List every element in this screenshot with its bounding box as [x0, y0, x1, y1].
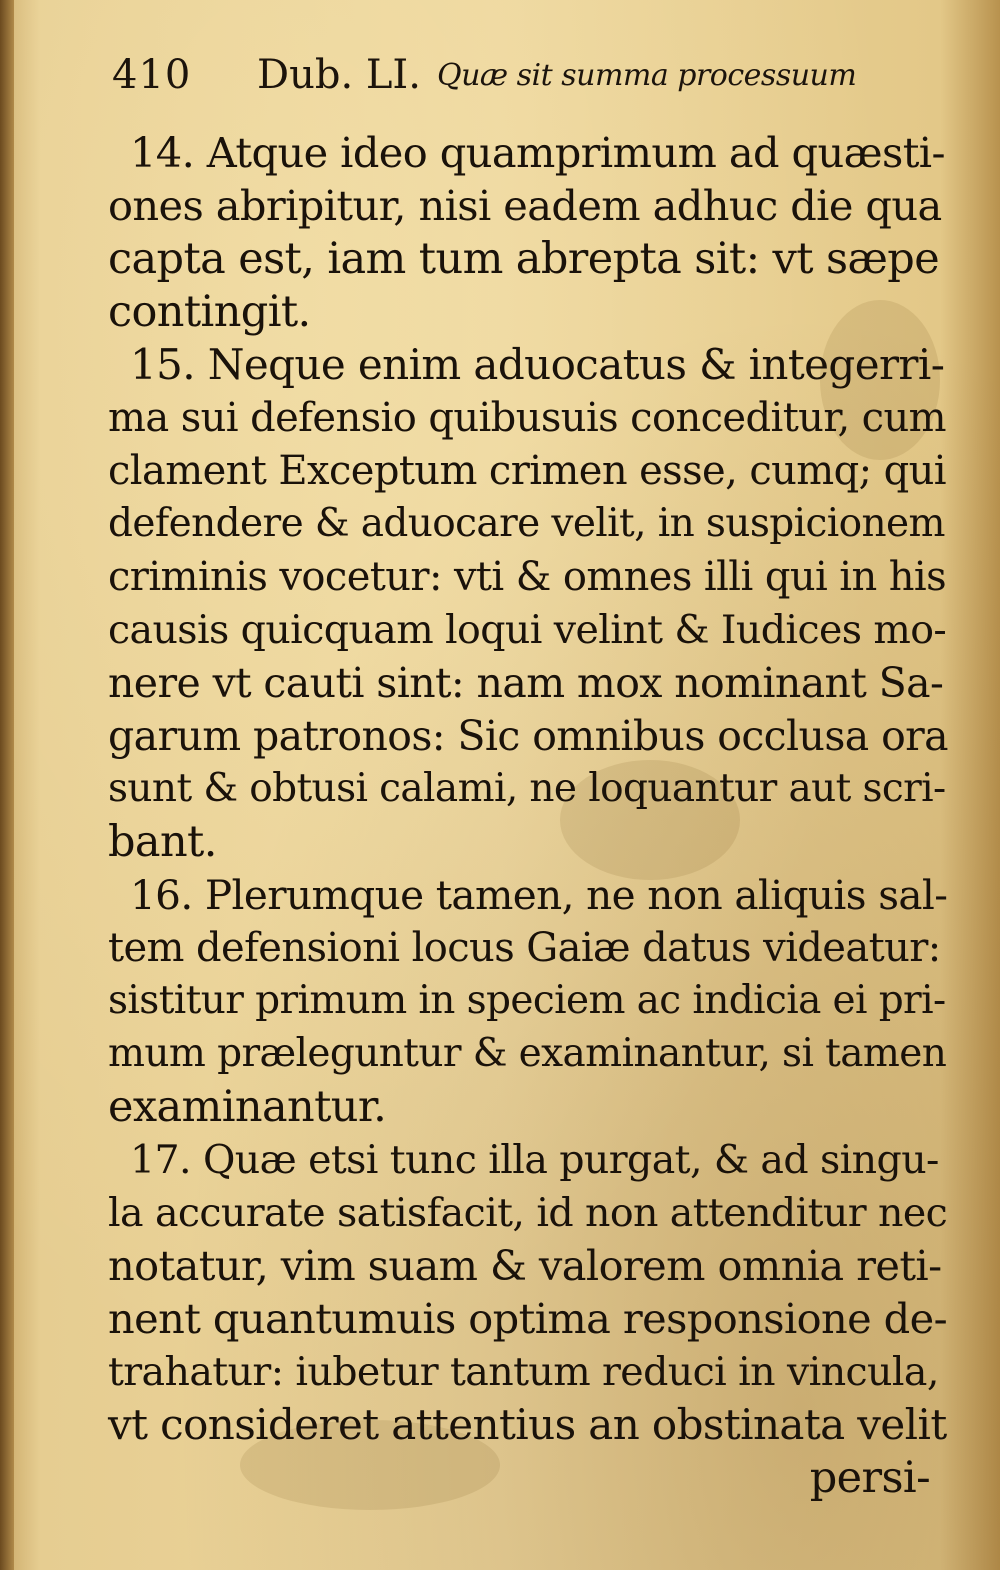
text-line: bant.: [108, 817, 217, 867]
text-line: defendere & aduocare velit, in suspicionem: [108, 501, 945, 546]
text-line: ones abripitur, nisi eadem adhuc die qua: [108, 181, 942, 230]
text-line: la accurate satisfacit, id non attenditur nec: [108, 1190, 948, 1236]
text-line: nere vt cauti sint: nam mox nominant Sa-: [108, 659, 944, 707]
text-line: criminis vocetur: vti & omnes illi qui in his: [108, 554, 947, 600]
text-line: 15. Neque enim aduocatus & integerri-: [130, 340, 945, 389]
dubium-label: Dub. LI.: [257, 52, 421, 98]
text-line: causis quicquam loqui velint & Iudices mo-: [108, 607, 947, 653]
text-line: 14. Atque ideo quamprimum ad quæsti-: [130, 128, 945, 177]
text-line: nent quantumuis optima responsione de-: [108, 1294, 948, 1343]
text-line: sistitur primum in speciem ac indicia ei pri-: [108, 978, 946, 1023]
text-line: capta est, iam tum abrepta sit: vt sæpe: [108, 234, 940, 284]
page-number: 410: [112, 52, 192, 98]
text-line: 16. Plerumque tamen, ne non aliquis sal-: [130, 871, 948, 919]
text-line: trahatur: iubetur tantum reduci in vincula,: [108, 1349, 939, 1395]
text-line: 17. Quæ etsi tunc illa purgat, & ad singu-: [130, 1137, 939, 1183]
text-line: notatur, vim suam & valorem omnia reti-: [108, 1241, 942, 1290]
text-line: contingit.: [108, 287, 311, 337]
text-line: examinantur.: [108, 1082, 387, 1132]
text-line: garum patronos: Sic omnibus occlusa ora: [108, 712, 949, 760]
text-line: sunt & obtusi calami, ne loquantur aut scri-: [108, 766, 946, 811]
running-title: Quæ sit summa processuum: [437, 58, 857, 93]
text-line: clament Exceptum crimen esse, cumq; qui: [108, 448, 946, 494]
text-line: mum præleguntur & examinantur, si tamen: [108, 1031, 947, 1076]
catchword: persi-: [809, 1453, 930, 1503]
text-line: ma sui defensio quibusuis conceditur, cum: [108, 395, 946, 441]
text-line: tem defensioni locus Gaiæ datus videatur:: [108, 925, 941, 971]
text-line: vt consideret attentius an obstinata velit: [108, 1400, 947, 1449]
running-header: [112, 52, 872, 112]
page-gutter: [0, 0, 14, 1570]
